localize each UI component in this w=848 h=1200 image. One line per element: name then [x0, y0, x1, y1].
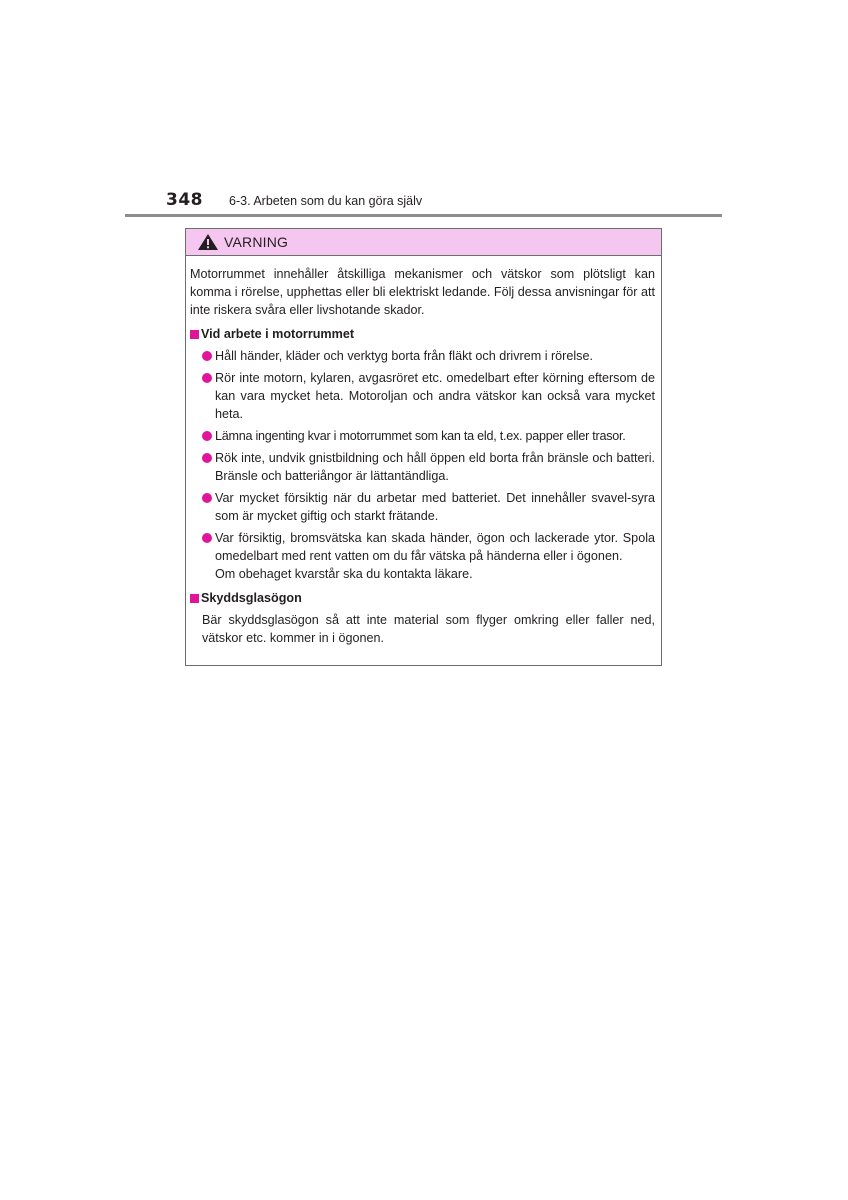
- warning-box: [185, 228, 662, 666]
- warning-label: VARNING: [224, 234, 289, 250]
- list-item: [202, 427, 655, 445]
- list-item-text: Håll händer, kläder och verktyg borta från fläkt och drivrem i rörelse.: [215, 349, 593, 363]
- subsection-title: Vid arbete i motorrummet: [201, 327, 355, 341]
- round-bullet-icon: [202, 453, 212, 463]
- list-item-text: Rök inte, undvik gnistbildning och håll öppen eld borta från bränsle och batteri. Bränsle och batteriångor är lättantändliga.: [215, 451, 655, 483]
- subsection-heading: [190, 589, 655, 607]
- page-number: 348: [166, 190, 203, 210]
- round-bullet-icon: [202, 373, 212, 383]
- list-item: [202, 369, 655, 423]
- list-item: [202, 449, 655, 485]
- round-bullet-icon: [202, 431, 212, 441]
- header-rule: [125, 214, 722, 217]
- list-item-text: Var försiktig, bromsvätska kan skada händer, ögon och lackerade ytor. Spola omedelbart med rent vatten om du får vätska på händerna eller i ögonen. Om obehaget kvarstår ska du kontakta läkare.: [215, 531, 655, 581]
- square-bullet-icon: [190, 594, 199, 603]
- list-item-text: Var mycket försiktig när du arbetar med batteriet. Det innehåller svavel-syra som är mycket giftig och starkt frätande.: [215, 491, 655, 523]
- subsection-text: Bär skyddsglasögon så att inte material som flyger omkring eller faller ned, vätskor etc. kommer in i ögonen.: [202, 613, 655, 645]
- subsection-heading: [190, 325, 655, 343]
- list-item-text: Lämna ingenting kvar i motorrummet som kan ta eld, t.ex. papper eller trasor.: [215, 429, 626, 443]
- list-item: [202, 529, 655, 583]
- list-item: [202, 347, 655, 365]
- warning-header: [186, 229, 661, 256]
- subsection-title: Skyddsglasögon: [201, 591, 302, 605]
- warning-triangle-icon: [197, 233, 219, 251]
- page-header: [125, 190, 722, 218]
- warning-intro: Motorrummet innehåller åtskilliga mekanismer och vätskor som plötsligt kan komma i rörelse, upphettas eller bli elektriskt ledande. Följ dessa anvisningar för att inte riskera svåra eller livshotande skador.: [190, 267, 655, 317]
- round-bullet-icon: [202, 533, 212, 543]
- warning-body: [186, 256, 661, 647]
- square-bullet-icon: [190, 330, 199, 339]
- round-bullet-icon: [202, 493, 212, 503]
- list-item-text: Rör inte motorn, kylaren, avgasröret etc. omedelbart efter körning eftersom de kan vara mycket heta. Motoroljan och andra vätskor kan också vara mycket heta.: [215, 371, 655, 421]
- section-title: 6-3. Arbeten som du kan göra själv: [229, 194, 423, 208]
- list-item: [202, 489, 655, 525]
- round-bullet-icon: [202, 351, 212, 361]
